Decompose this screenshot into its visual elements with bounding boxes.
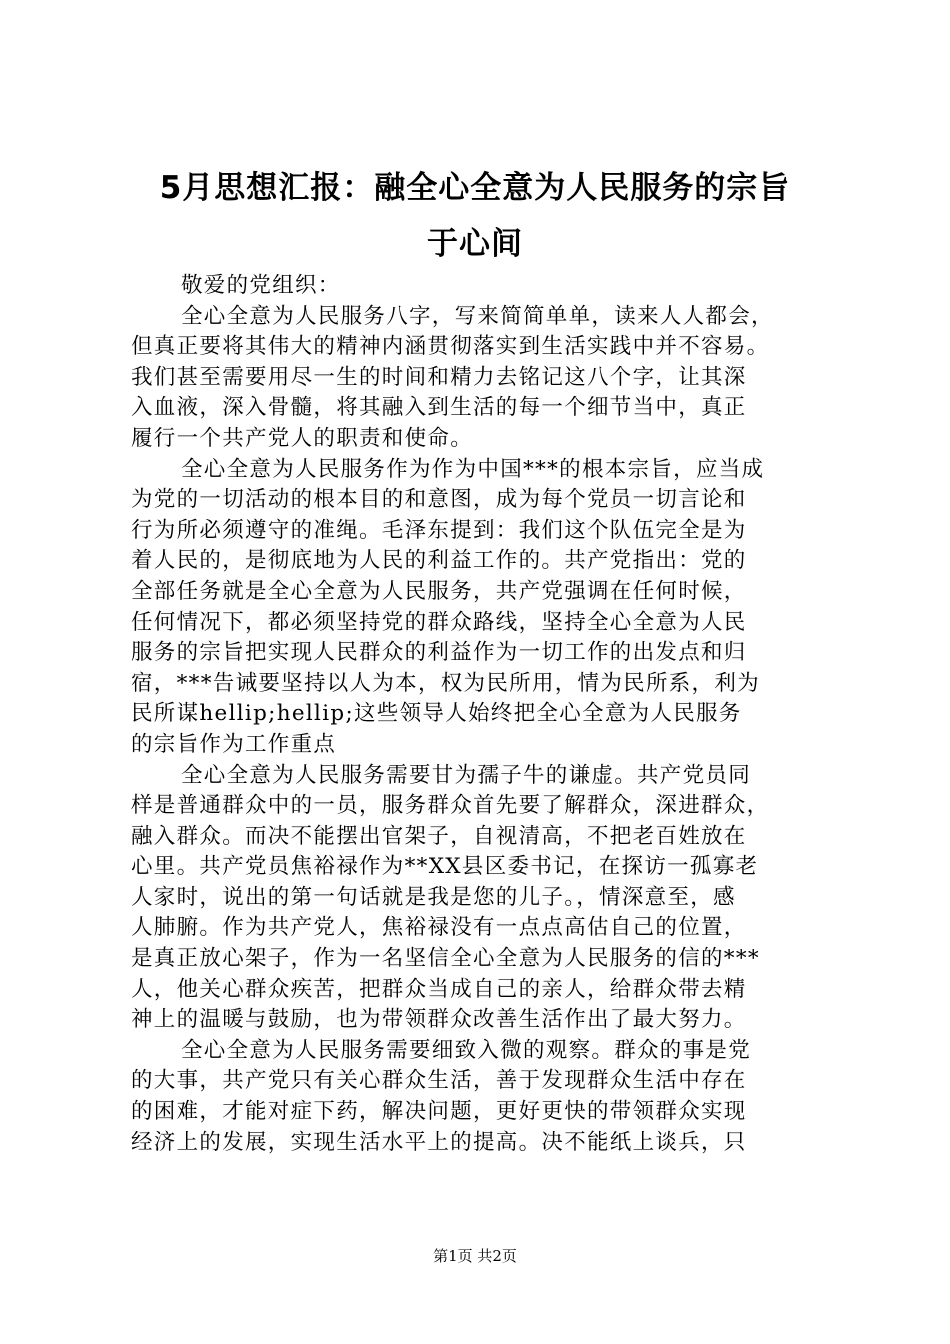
body-line: 心里。共产党员焦裕禄作为**XX县区委书记，在探访一孤寡老 <box>131 854 759 880</box>
title-line: 5月思想汇报：融全心全意为人民服务的宗旨 <box>159 170 791 206</box>
body-line: 经济上的发展，实现生活水平上的提高。决不能纸上谈兵，只 <box>131 1129 747 1155</box>
body-line: 敬爱的党组织： <box>181 273 341 298</box>
body-line: 服务的宗旨把实现人民群众的利益作为一切工作的出发点和归 <box>131 640 747 666</box>
body-line: 着人民的，是彻底地为人民的利益工作的。共产党指出：党的 <box>131 548 747 574</box>
title-line: 于心间 <box>427 226 523 262</box>
body-line: 为党的一切活动的根本目的和意图，成为每个党员一切言论和 <box>131 487 747 513</box>
body-line: 人家时，说出的第一句话就是我是您的儿子。，情深意至，感 <box>131 884 736 910</box>
body-line: 民所谋hellip;hellip;这些领导人始终把全心全意为人民服务 <box>131 701 742 727</box>
body-line: 神上的温暖与鼓励，也为带领群众改善生活作出了最大努力。 <box>131 1007 747 1033</box>
body-line: 行为所必须遵守的准绳。毛泽东提到：我们这个队伍完全是为 <box>131 517 747 543</box>
body-line: 全心全意为人民服务作为作为中国***的根本宗旨，应当成 <box>181 456 765 482</box>
body-line: 是真正放心架子，作为一名坚信全心全意为人民服务的信的*** <box>131 946 760 972</box>
body-line: 的大事，共产党只有关心群众生活，善于发现群众生活中存在 <box>131 1068 747 1094</box>
body-line: 的宗旨作为工作重点 <box>131 731 337 757</box>
body-line: 人肺腑。作为共产党人，焦裕禄没有一点点高估自己的位置， <box>131 915 747 941</box>
body-line: 样是普通群众中的一员，服务群众首先要了解群众，深进群众， <box>131 793 770 819</box>
body-line: 全心全意为人民服务需要细致入微的观察。群众的事是党 <box>181 1037 752 1063</box>
body-line: 全部任务就是全心全意为人民服务，共产党强调在任何时候， <box>131 578 747 604</box>
body-line: 融入群众。而决不能摆出官架子，自视清高，不把老百姓放在 <box>131 823 747 849</box>
body-line: 但真正要将其伟大的精神内涵贯彻落实到生活实践中并不容易。 <box>131 334 770 360</box>
body-line: 全心全意为人民服务八字，写来简简单单，读来人人都会， <box>181 303 774 329</box>
body-line: 全心全意为人民服务需要甘为孺子牛的谦虚。共产党员同 <box>181 762 752 788</box>
body-line: 人，他关心群众疾苦，把群众当成自己的亲人，给群众带去精 <box>131 976 747 1002</box>
page-title <box>100 160 850 272</box>
body-line: 宿，***告诫要坚持以人为本，权为民所用，情为民所系，利为 <box>131 670 760 696</box>
document-body <box>131 271 831 1158</box>
page-footer: 第1页 共2页 <box>433 1247 517 1265</box>
body-line: 履行一个共产党人的职责和使命。 <box>131 425 474 451</box>
body-line: 的困难，才能对症下药，解决问题，更好更快的带领群众实现 <box>131 1099 747 1125</box>
body-line: 任何情况下，都必须坚持党的群众路线，坚持全心全意为人民 <box>131 609 747 635</box>
body-line: 我们甚至需要用尽一生的时间和精力去铭记这八个字，让其深 <box>131 364 747 390</box>
body-line: 入血液，深入骨髓，将其融入到生活的每一个细节当中，真正 <box>131 395 747 421</box>
